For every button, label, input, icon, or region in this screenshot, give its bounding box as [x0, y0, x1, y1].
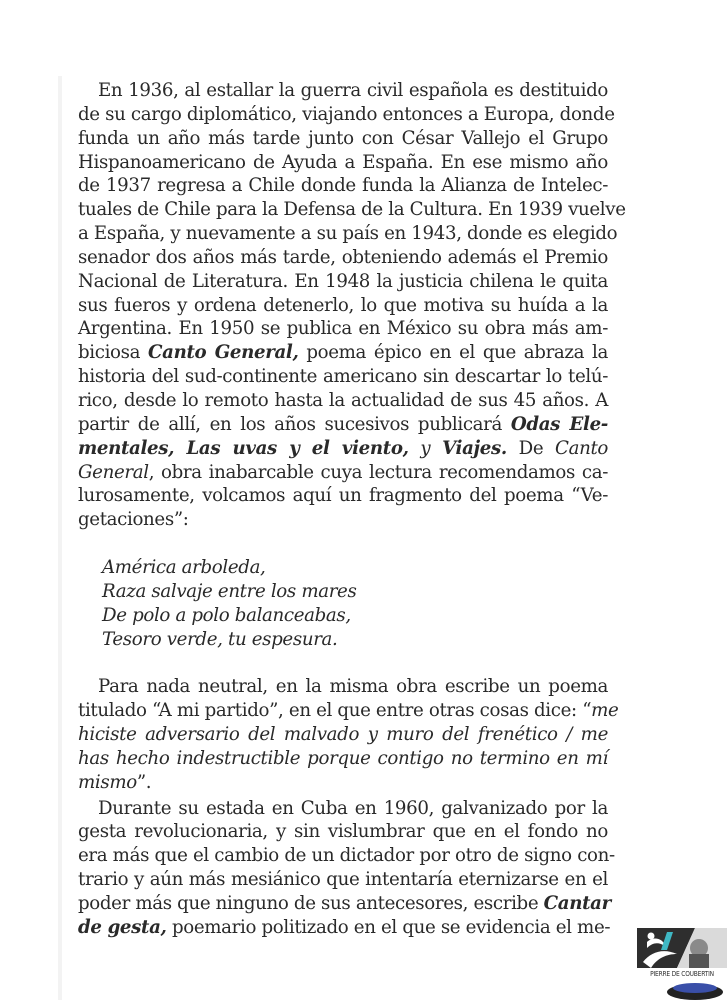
text-line [78, 508, 608, 532]
text-line [78, 461, 608, 485]
text-line [78, 174, 608, 198]
text-line [78, 797, 608, 821]
italic-text: Canto [555, 437, 608, 459]
text-segment: Argentina. En 1950 se publica en México su obra más am- [78, 318, 608, 340]
book-title: Viajes. [442, 437, 507, 459]
book-title: de gesta, [78, 916, 167, 938]
text-line [78, 127, 608, 151]
text-segment: poder más que ninguno de sus antecesores, escribe [78, 893, 544, 914]
text-segment: funda un año más tarde junto con César Vallejo el Grupo [78, 127, 608, 149]
poem-line: América arboleda, [102, 557, 266, 579]
text-line [78, 294, 608, 318]
book-title: mentales, Las uvas y el viento, [78, 437, 409, 459]
text-segment: , obra inabarcable cuya lectura recomendamos ca- [148, 461, 608, 483]
text-segment: poema épico en el que abraza la [298, 342, 608, 364]
italic-text: mismo [78, 771, 137, 793]
text-segment: era más que el cambio de un dictador por otro de signo con- [78, 845, 615, 867]
text-segment: getaciones”: [78, 509, 189, 531]
italic-text: me [591, 700, 619, 722]
paragraph [78, 675, 619, 796]
text-segment: ”. [136, 771, 152, 793]
text-line [78, 79, 608, 103]
text-segment: de 1937 regresa a Chile donde funda la Alianza de Intelec- [78, 175, 608, 197]
text-segment: Nacional de Literatura. En 1948 la justicia chilena le quita [78, 270, 608, 292]
text-line [78, 437, 608, 461]
italic-text: y [408, 437, 443, 459]
text-segment: a España, y nuevamente a su país en 1943, donde es elegido [78, 223, 618, 245]
text-line [78, 270, 608, 294]
text-line [78, 341, 608, 365]
text-segment: biciosa [78, 342, 149, 364]
text-segment: Hispanoamericano de Ayuda a España. En ese mismo año [78, 151, 608, 173]
poem-line: De polo a polo balanceabas, [102, 604, 351, 626]
text-segment: De [506, 437, 556, 459]
text-line [78, 317, 608, 341]
text-segment: gesta revolucionaria, y sin vislumbrar que en el fondo no [78, 821, 608, 843]
text-segment: rico, desde lo remoto hasta la actualidad de sus 45 años. A [78, 389, 608, 411]
text-segment: lurosamente, volcamos aquí un fragmento del poema “Ve- [78, 485, 608, 507]
text-line [78, 699, 619, 723]
pierre-de-coubertin-logo [637, 928, 727, 1000]
text-line [78, 844, 615, 868]
text-segment: En 1936, al estallar la guerra civil española es destituido [98, 80, 608, 101]
italic-text: General [78, 461, 149, 483]
text-segment: trario y aún más mesiánico que intentaría eternizarse en el [78, 869, 608, 891]
text-line [78, 723, 608, 747]
text-segment: poemario politizado en el que se evidencia el me- [166, 916, 611, 938]
paragraph [78, 797, 615, 940]
text-line [78, 892, 611, 916]
text-line [78, 365, 608, 389]
poem-line: Tesoro verde, tu espesura. [102, 628, 338, 650]
text-line [78, 771, 608, 795]
text-line [78, 151, 608, 175]
text-line [78, 246, 608, 270]
text-segment: partir de allí, en los años sucesivos publicará [78, 413, 511, 435]
text-segment: Para nada neutral, en la misma obra escribe un poema [98, 676, 608, 698]
book-title: Canto General, [148, 342, 299, 364]
text-line [78, 389, 608, 413]
text-line [78, 413, 608, 437]
text-segment: senador dos años más tarde, obteniendo además el Premio [78, 246, 608, 268]
paragraph [78, 79, 626, 532]
italic-text: hiciste adversario del malvado y muro del frenético / me [78, 724, 608, 746]
text-segment: titulado “A mi partido”, en el que entre otras cosas dice: “ [78, 700, 592, 722]
book-title: Odas Ele- [510, 413, 608, 435]
poem-excerpt [78, 532, 608, 675]
text-line [78, 868, 608, 892]
text-line [78, 916, 611, 940]
book-title: Cantar [543, 893, 611, 914]
text-line [78, 747, 608, 771]
italic-text: has hecho indestructible porque contigo no termino en mí [78, 747, 608, 769]
text-line [78, 103, 615, 127]
text-segment: historia del sud-continente americano sin descartar lo telú- [78, 366, 608, 388]
text-line [78, 222, 618, 246]
text-line [78, 820, 608, 844]
text-line [78, 675, 608, 699]
logo-graphic-icon [637, 928, 727, 1000]
text-segment: tuales de Chile para la Defensa de la Cultura. En 1939 vuelve [78, 199, 626, 221]
poem-line: Raza salvaje entre los mares [102, 580, 357, 602]
document-body [78, 79, 626, 940]
text-segment: sus fueros y ordena detenerlo, lo que motiva su huída a la [78, 294, 608, 316]
text-line [78, 484, 608, 508]
logo-caption: PIERRE DE COUBERTIN [650, 970, 714, 978]
text-segment: Durante su estada en Cuba en 1960, galvanizado por la [98, 797, 608, 819]
page-edge-strip [58, 76, 62, 1000]
text-line [78, 198, 626, 222]
text-segment: de su cargo diplomático, viajando entonces a Europa, donde [78, 103, 615, 125]
